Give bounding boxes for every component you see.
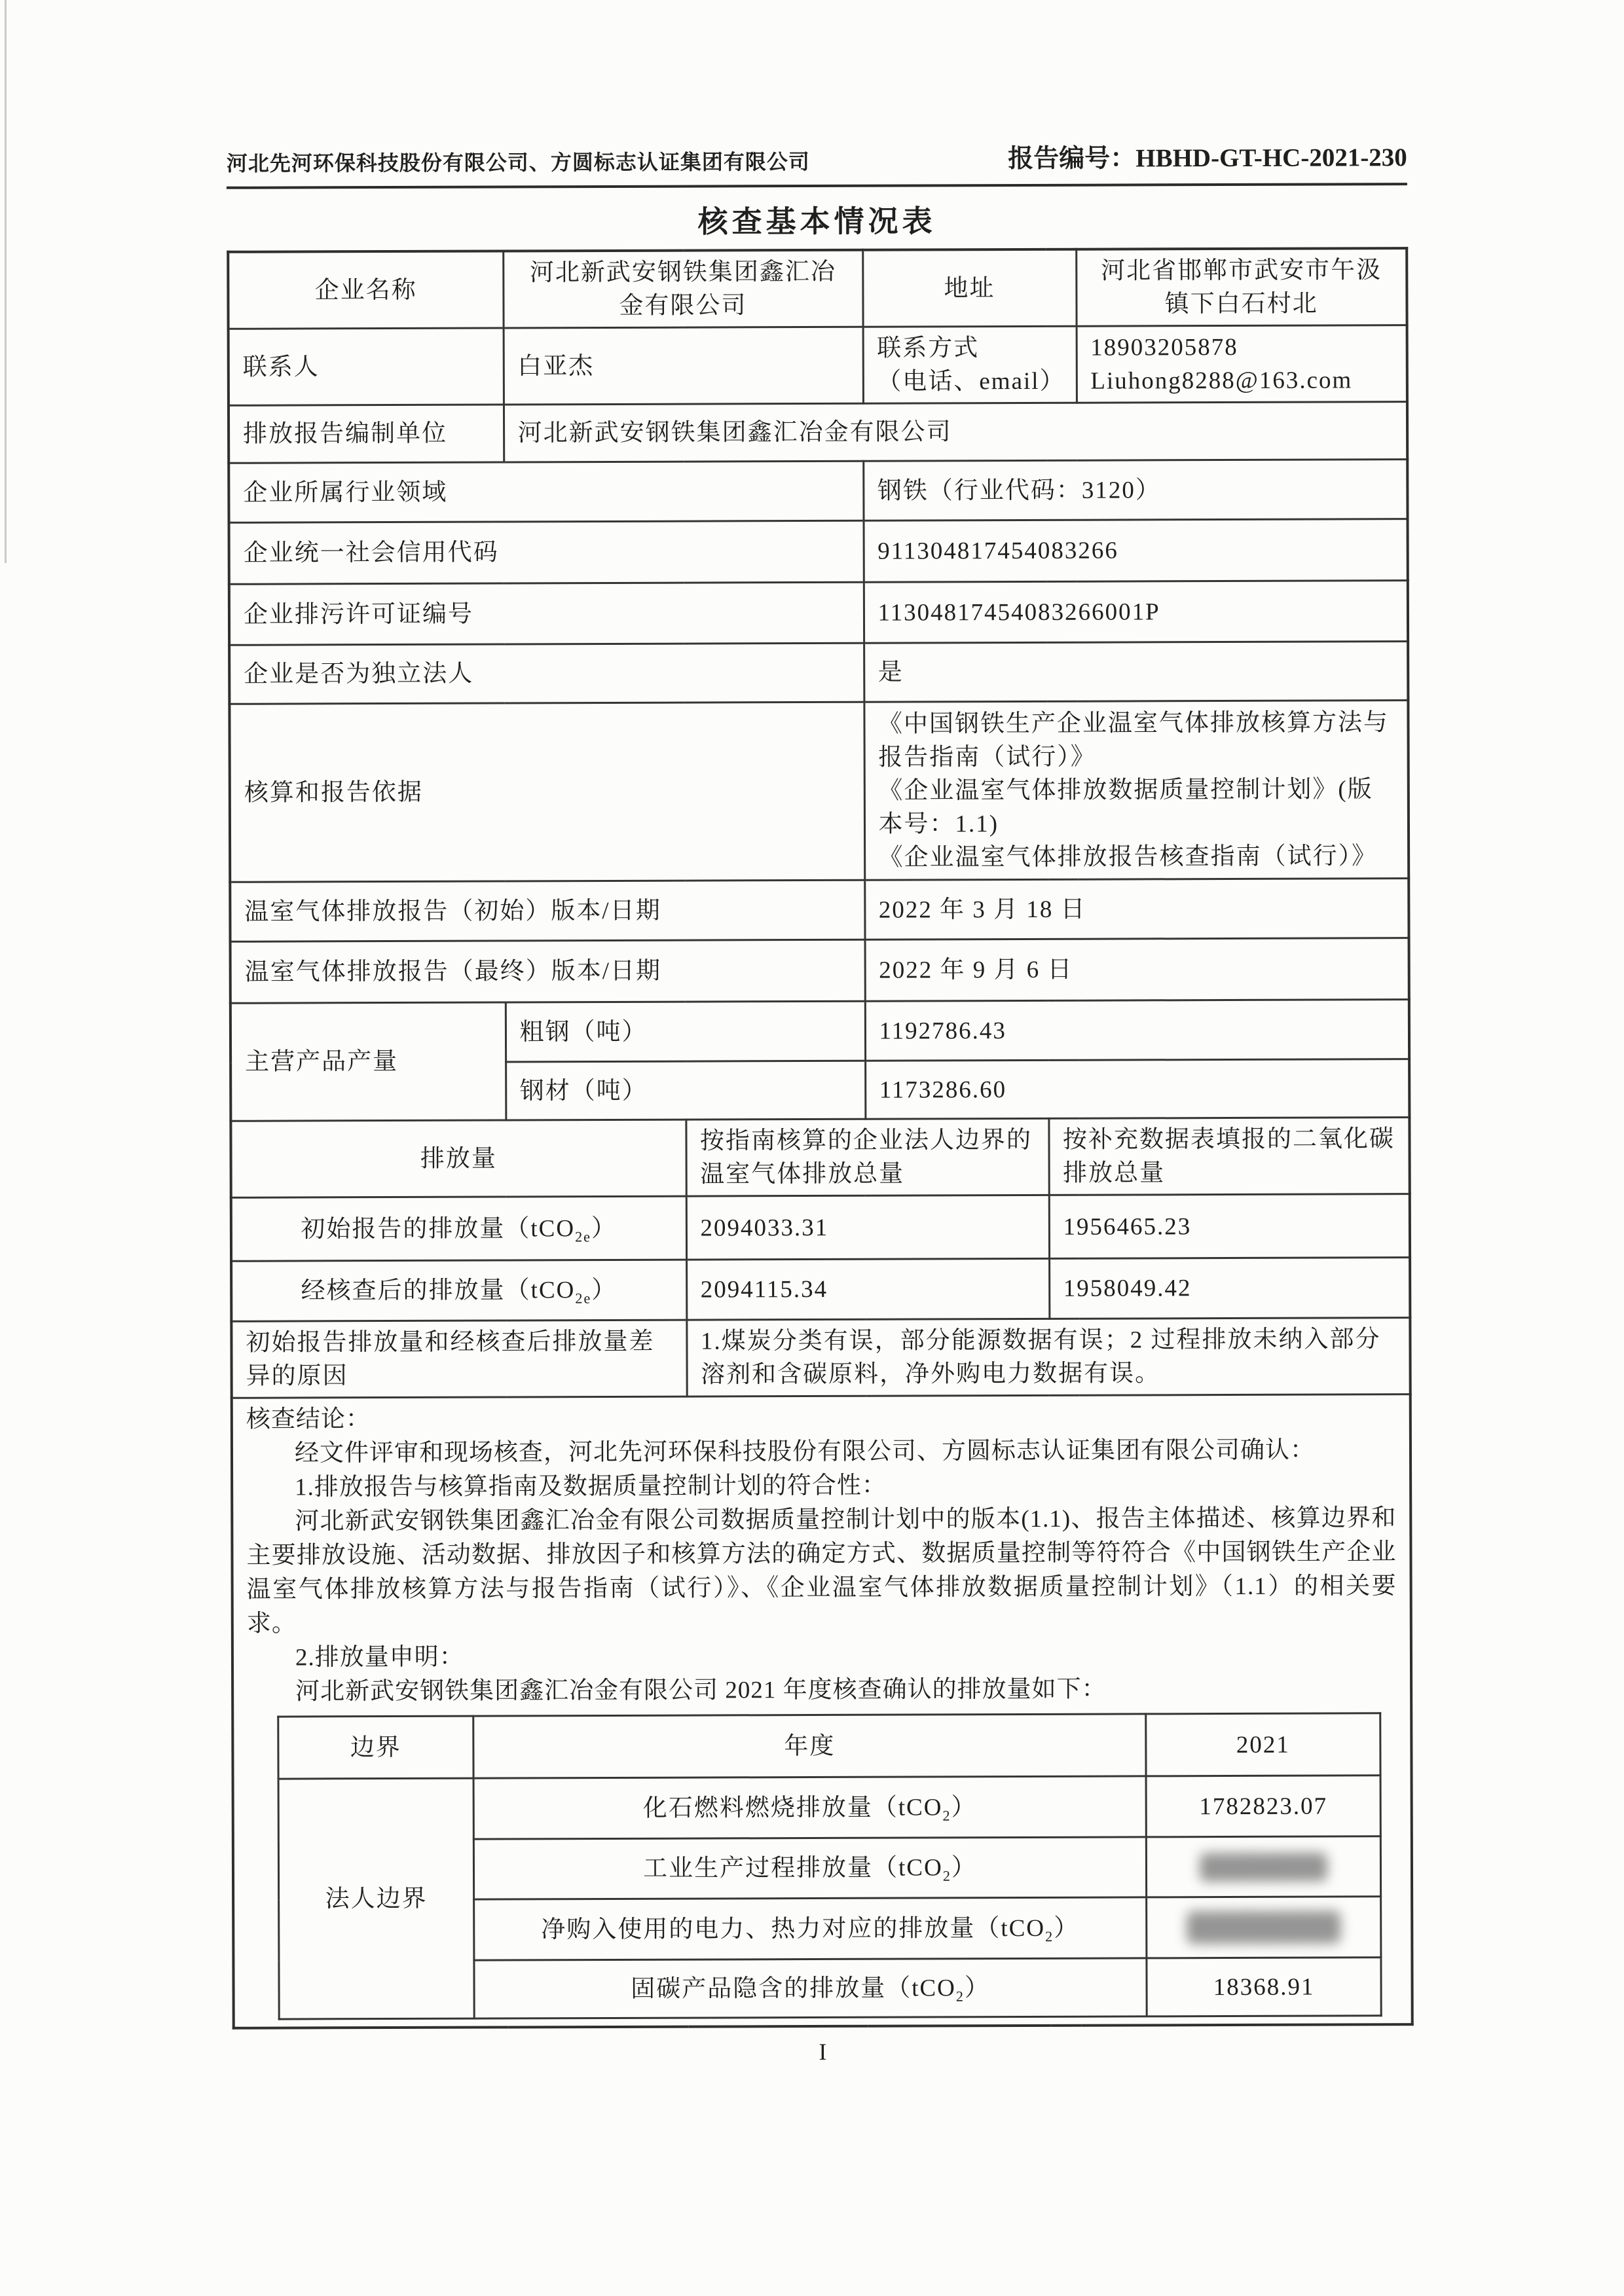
net-electricity-heat-value-redacted [1147, 1897, 1381, 1958]
conclusion-paragraph-3: 河北新武安钢铁集团鑫汇冶金有限公司数据质量控制计划中的版本(1.1)、报告主体描述、核算边界和主要排放设施、活动数据、排放因子和核算方法的确定方式、数据质量控制等符符合《中国钢铁生产企业温室气体排放核算方法与报告指南（试行）》、《企业温室气体排放数据质量控制计划》（1.1）的相关要求。 [246, 1504, 1397, 1638]
verifier-organizations: 河北先河环保科技股份有限公司、方圆标志认证集团有限公司 [226, 150, 810, 175]
subscript: 2 [955, 1988, 965, 2005]
net-electricity-heat-label: 净购入使用的电力、热力对应的排放量（tCO$_2$） [474, 1897, 1147, 1960]
difference-reason-value: 1.煤炭分类有误，部分能源数据有误；2 过程排放未纳入部分溶剂和含碳原料，净外购电力数据有误。 [686, 1318, 1410, 1397]
industrial-process-value-redacted [1146, 1836, 1380, 1897]
steel-label: 钢材（吨） [506, 1061, 865, 1120]
industry-label: 企业所属行业领域 [229, 461, 863, 522]
emissions-header-label: 排放量 [231, 1120, 686, 1197]
redacted-value-blur [1187, 1911, 1340, 1944]
report-final-label: 温室气体排放报告（最终）版本/日期 [231, 939, 865, 1003]
independent-legal-label: 企业是否为独立法人 [229, 643, 864, 704]
report-number-label: 报告编号： [1008, 144, 1136, 173]
products-label: 主营产品产量 [231, 1002, 506, 1121]
contact-method-label [863, 326, 1077, 403]
verification-info-table [227, 247, 1414, 2030]
boundary-row-fossil-fuel [278, 1776, 1380, 1840]
subscript: 2 [942, 1807, 951, 1824]
contact-person-value: 白亚杰 [504, 327, 863, 405]
row-permit-no [229, 581, 1408, 646]
contact-method-label-line1: 联系方式 [877, 335, 980, 362]
basis-line-1: 《中国钢铁生产企业温室气体排放核算方法与报告指南（试行）》 [877, 709, 1390, 771]
credit-code-value: 911304817454083266 [864, 519, 1408, 583]
company-name-value: 河北新武安钢铁集团鑫汇冶金有限公司 [503, 250, 862, 328]
crude-steel-label: 粗钢（吨） [506, 1001, 865, 1062]
conclusion-paragraph-2: 1.排放报告与核算指南及数据质量控制计划的符合性： [295, 1472, 887, 1501]
row-credit-code [229, 519, 1408, 585]
address-label: 地址 [862, 249, 1076, 327]
emissions-verified-supplementary-value: 1958049.42 [1049, 1258, 1410, 1319]
emissions-initial-guideline-value: 2094033.31 [686, 1195, 1049, 1260]
page-number: I [819, 2039, 827, 2066]
emissions-verified-guideline-value: 2094115.34 [686, 1259, 1049, 1321]
report-number [1008, 137, 1407, 175]
subscript: 2 [1045, 1928, 1054, 1945]
legal-boundary-label: 法人边界 [278, 1779, 474, 2020]
conclusion-paragraph-1: 经文件评审和现场核查，河北先河环保科技股份有限公司、方圆标志认证集团有限公司确认： [294, 1436, 1316, 1467]
row-industry [229, 460, 1407, 523]
row-independent-legal [229, 642, 1408, 704]
industrial-process-label: 工业生产过程排放量（tCO$_2$） [473, 1837, 1146, 1899]
carbon-sequestration-label: 固碳产品隐含的排放量（tCO$_2$） [474, 1958, 1147, 2018]
contact-method-value [1077, 325, 1407, 403]
conclusion-heading: 核查结论： [246, 1406, 371, 1434]
row-emissions-initial [231, 1194, 1410, 1262]
report-initial-label: 温室气体排放报告（初始）版本/日期 [230, 880, 864, 941]
row-report-initial [230, 879, 1409, 942]
emissions-header-guideline: 按指南核算的企业法人边界的温室气体排放总量 [686, 1119, 1048, 1197]
contact-method-label-line2: （电话、email） [877, 367, 1065, 395]
year-2021-header: 2021 [1146, 1713, 1380, 1776]
subscript: 2 [942, 1868, 951, 1885]
page-header [227, 137, 1407, 189]
row-product-crude-steel [231, 1000, 1409, 1063]
emissions-header-supplementary: 按补充数据表填报的二氧化碳排放总量 [1048, 1118, 1409, 1195]
credit-code-label: 企业统一社会信用代码 [229, 520, 864, 584]
conclusion-paragraph-4: 2.排放量申明： [295, 1644, 464, 1671]
fossil-fuel-label: 化石燃料燃烧排放量（tCO$_2$） [473, 1776, 1146, 1839]
row-emissions-verified [231, 1258, 1410, 1322]
basis-line-2: 《企业温室气体排放数据质量控制计划》(版本号：1.1) [878, 776, 1373, 838]
contact-email: Liuhong8288@163.com [1090, 367, 1353, 395]
permit-no-value: 11304817454083266001P [864, 581, 1408, 644]
row-difference-reason [231, 1318, 1410, 1398]
basis-label: 核算和报告依据 [229, 702, 864, 882]
crude-steel-value: 1192786.43 [865, 1000, 1409, 1061]
company-name-label: 企业名称 [228, 251, 503, 329]
subscript: 2e [575, 1228, 592, 1245]
contact-person-label: 联系人 [229, 328, 504, 405]
carbon-sequestration-value: 18368.91 [1147, 1958, 1381, 2016]
year-column-header: 年度 [473, 1714, 1146, 1778]
permit-no-label: 企业排污许可证编号 [229, 582, 864, 645]
row-report-final [231, 938, 1409, 1004]
emissions-verified-label: 经核查后的排放量（tCO$_{2e}$） [231, 1260, 686, 1321]
report-unit-label: 排放报告编制单位 [229, 405, 504, 463]
steel-value: 1173286.60 [865, 1059, 1409, 1120]
emissions-2021-table [277, 1713, 1382, 2020]
page-title: 核查基本情况表 [697, 204, 936, 239]
subscript: 2e [575, 1290, 592, 1307]
emissions-initial-supplementary-value: 1956465.23 [1049, 1194, 1410, 1259]
row-conclusion [232, 1394, 1412, 2028]
address-value: 河北省邯郸市武安市午汲镇下白石村北 [1076, 248, 1407, 326]
conclusion-cell [232, 1394, 1412, 2028]
industry-value: 钢铁（行业代码：3120） [863, 460, 1407, 521]
conclusion-paragraph-5: 河北新武安钢铁集团鑫汇冶金有限公司 2021 年度核查确认的排放量如下： [295, 1675, 1107, 1705]
report-final-value: 2022 年 9 月 6 日 [865, 938, 1409, 1002]
difference-reason-label: 初始报告排放量和经核查后排放量差异的原因 [231, 1320, 686, 1398]
contact-phone: 18903205878 [1090, 334, 1238, 361]
independent-legal-value: 是 [864, 642, 1408, 702]
row-emissions-header [231, 1118, 1409, 1198]
fossil-fuel-value: 1782823.07 [1146, 1776, 1380, 1837]
boundary-column-header: 边界 [278, 1717, 473, 1779]
redacted-value-blur [1200, 1852, 1327, 1882]
row-contact [229, 325, 1407, 406]
basis-line-3: 《企业温室气体排放报告核查指南（试行）》 [878, 843, 1378, 871]
row-basis [229, 701, 1409, 883]
basis-value [864, 701, 1409, 881]
report-initial-value: 2022 年 3 月 18 日 [864, 879, 1409, 940]
report-unit-value: 河北新武安钢铁集团鑫汇冶金有限公司 [504, 402, 1407, 462]
row-report-unit [229, 402, 1407, 464]
row-company-address [228, 248, 1407, 329]
report-number-value: HBHD-GT-HC-2021-230 [1135, 143, 1407, 173]
emissions-initial-label: 初始报告的排放量（tCO$_{2e}$） [231, 1196, 686, 1261]
boundary-table-header-row [278, 1713, 1380, 1779]
